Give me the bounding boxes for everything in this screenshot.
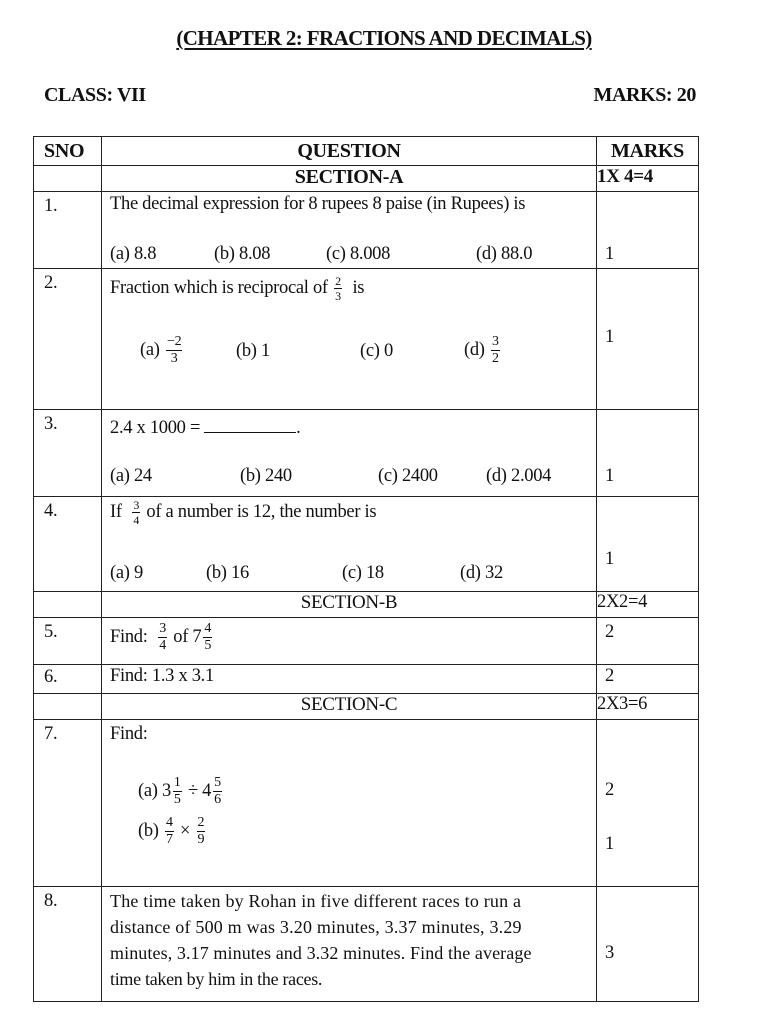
sub-question-b	[138, 816, 207, 847]
question-prefix: If	[110, 501, 122, 522]
denominator: 5	[173, 792, 181, 807]
question-row-4	[34, 497, 699, 592]
fraction	[334, 275, 342, 302]
question-marks: 2	[605, 666, 614, 686]
question-line: minutes, 3.17 minutes and 3.32 minutes. Find the average	[110, 943, 532, 963]
numerator: −2	[166, 334, 182, 349]
fraction	[132, 499, 140, 526]
numerator: 3	[133, 498, 140, 512]
section-b-marks: 2X2=4	[597, 592, 699, 618]
question-marks-cell	[597, 192, 699, 269]
question-row-2	[34, 269, 699, 410]
question-number: 1.	[34, 192, 102, 269]
question-row-5	[34, 618, 699, 665]
question-marks: 1	[605, 244, 614, 264]
question-marks-cell	[597, 497, 699, 592]
denominator: 5	[204, 638, 212, 653]
section-a-marks: 1X 4=4	[597, 166, 699, 192]
question-marks-cell	[597, 410, 699, 497]
table-header-row	[34, 137, 699, 166]
question-cell	[102, 192, 597, 269]
fraction	[166, 335, 182, 366]
question-cell	[102, 410, 597, 497]
question-cell	[102, 720, 597, 887]
question-line: The time taken by Rohan in five different races to run a	[110, 891, 522, 911]
question-cell	[102, 618, 597, 665]
section-b-title: SECTION-B	[102, 592, 597, 618]
class-label: CLASS: VII	[44, 84, 146, 106]
option-c: (c) 2400	[378, 466, 438, 486]
option-d: (d) 2.004	[486, 466, 552, 486]
option-a: (a) 9	[110, 563, 143, 583]
question-line: distance of 500 m was 3.20 minutes, 3.37 minutes, 3.29	[110, 917, 522, 937]
question-table	[33, 136, 699, 1002]
question-row-3	[34, 410, 699, 497]
fraction	[173, 776, 182, 807]
question-text: The decimal expression for 8 rupees 8 paise (in Rupees) is	[110, 194, 526, 214]
question-marks: 1	[605, 466, 614, 486]
question-marks-cell	[597, 269, 699, 410]
question-prefix: Find:	[110, 626, 148, 647]
option-d: (d) 88.0	[476, 244, 533, 264]
question-marks-cell	[597, 665, 699, 694]
option-a	[140, 335, 184, 366]
question-text: 2.4 x 1000 =	[110, 418, 201, 438]
denominator: 3	[335, 289, 341, 303]
question-cell	[102, 497, 597, 592]
question-tail: is	[352, 277, 365, 298]
question-marks: 1	[605, 549, 614, 569]
question-line: time taken by him in the races.	[110, 969, 323, 989]
denominator: 2	[492, 351, 499, 366]
header-question: QUESTION	[102, 137, 597, 166]
question-number: 8.	[34, 887, 102, 1002]
question-cell	[102, 665, 597, 694]
option-a: (a) 8.8	[110, 244, 157, 264]
denominator: 4	[159, 638, 166, 653]
marks-label: MARKS: 20	[593, 84, 696, 106]
question-marks-cell	[597, 887, 699, 1002]
operator: ÷ 4	[187, 780, 212, 801]
option-label: (a)	[140, 339, 160, 360]
question-row-6	[34, 665, 699, 694]
numerator: 2	[335, 274, 341, 288]
answer-blank	[204, 416, 296, 433]
numerator: 4	[204, 621, 212, 636]
question-marks: 3	[605, 943, 614, 963]
fraction	[213, 776, 222, 807]
denominator: 7	[166, 832, 173, 847]
fraction	[165, 816, 174, 847]
question-text-line	[110, 622, 214, 653]
question-tail: .	[296, 418, 301, 438]
denominator: 3	[170, 351, 178, 366]
option-c: (c) 8.008	[326, 244, 391, 264]
question-text: of a number is 12, the number is	[146, 501, 377, 522]
option-b: (b) 8.08	[214, 244, 271, 264]
question-number: 6.	[34, 665, 102, 694]
question-marks-cell	[597, 618, 699, 665]
question-number: 2.	[34, 269, 102, 410]
question-row-7	[34, 720, 699, 887]
denominator: 9	[197, 832, 205, 847]
section-c-row	[34, 694, 699, 720]
section-b-row	[34, 592, 699, 618]
question-text-line	[110, 275, 364, 302]
question-number: 5.	[34, 618, 102, 665]
question-marks-cell	[597, 720, 699, 887]
question-cell	[102, 269, 597, 410]
section-a-title: SECTION-A	[102, 166, 597, 192]
option-b: (b) 240	[240, 466, 292, 486]
question-cell	[102, 887, 597, 1002]
sub-label: (a) 3	[138, 780, 171, 801]
question-number: 4.	[34, 497, 102, 592]
numerator: 1	[173, 775, 181, 790]
page-title	[0, 26, 768, 51]
question-marks-b: 1	[605, 834, 614, 854]
numerator: 4	[166, 815, 173, 830]
section-a-row	[34, 166, 699, 192]
fraction	[197, 816, 206, 847]
numerator: 2	[197, 815, 205, 830]
option-a: (a) 24	[110, 466, 152, 486]
question-text: Find: 1.3 x 3.1	[110, 666, 214, 686]
question-marks: 2	[605, 622, 614, 642]
header-sno: SNO	[34, 137, 102, 166]
question-row-1	[34, 192, 699, 269]
denominator: 4	[133, 513, 140, 527]
question-text-line	[110, 416, 300, 439]
question-row-8	[34, 887, 699, 1002]
section-c-marks: 2X3=6	[597, 694, 699, 720]
sub-question-a	[138, 776, 224, 807]
section-c-title: SECTION-C	[102, 694, 597, 720]
option-b: (b) 1	[236, 341, 270, 361]
option-b: (b) 16	[206, 563, 249, 583]
chapter-title: (CHAPTER 2: FRACTIONS AND DECIMALS)	[176, 26, 592, 50]
fraction	[491, 335, 500, 366]
question-marks: 1	[605, 327, 614, 347]
option-label: (d)	[464, 339, 485, 360]
question-marks-a: 2	[605, 780, 614, 800]
denominator: 6	[214, 792, 221, 807]
fraction	[158, 622, 167, 653]
question-mid: of 7	[173, 626, 202, 647]
sub-label: (b)	[138, 820, 159, 841]
numerator: 5	[214, 775, 221, 790]
numerator: 3	[159, 621, 166, 636]
option-c: (c) 18	[342, 563, 384, 583]
question-number: 3.	[34, 410, 102, 497]
header-marks: MARKS	[597, 137, 699, 166]
question-number: 7.	[34, 720, 102, 887]
numerator: 3	[492, 334, 499, 349]
question-text: Find:	[110, 724, 148, 744]
operator: ×	[180, 820, 191, 841]
mixed-fraction	[203, 622, 212, 653]
option-d: (d) 32	[460, 563, 503, 583]
question-text-line	[110, 499, 376, 526]
option-d	[464, 335, 502, 366]
option-c: (c) 0	[360, 341, 393, 361]
question-text: Fraction which is reciprocal of	[110, 277, 328, 298]
